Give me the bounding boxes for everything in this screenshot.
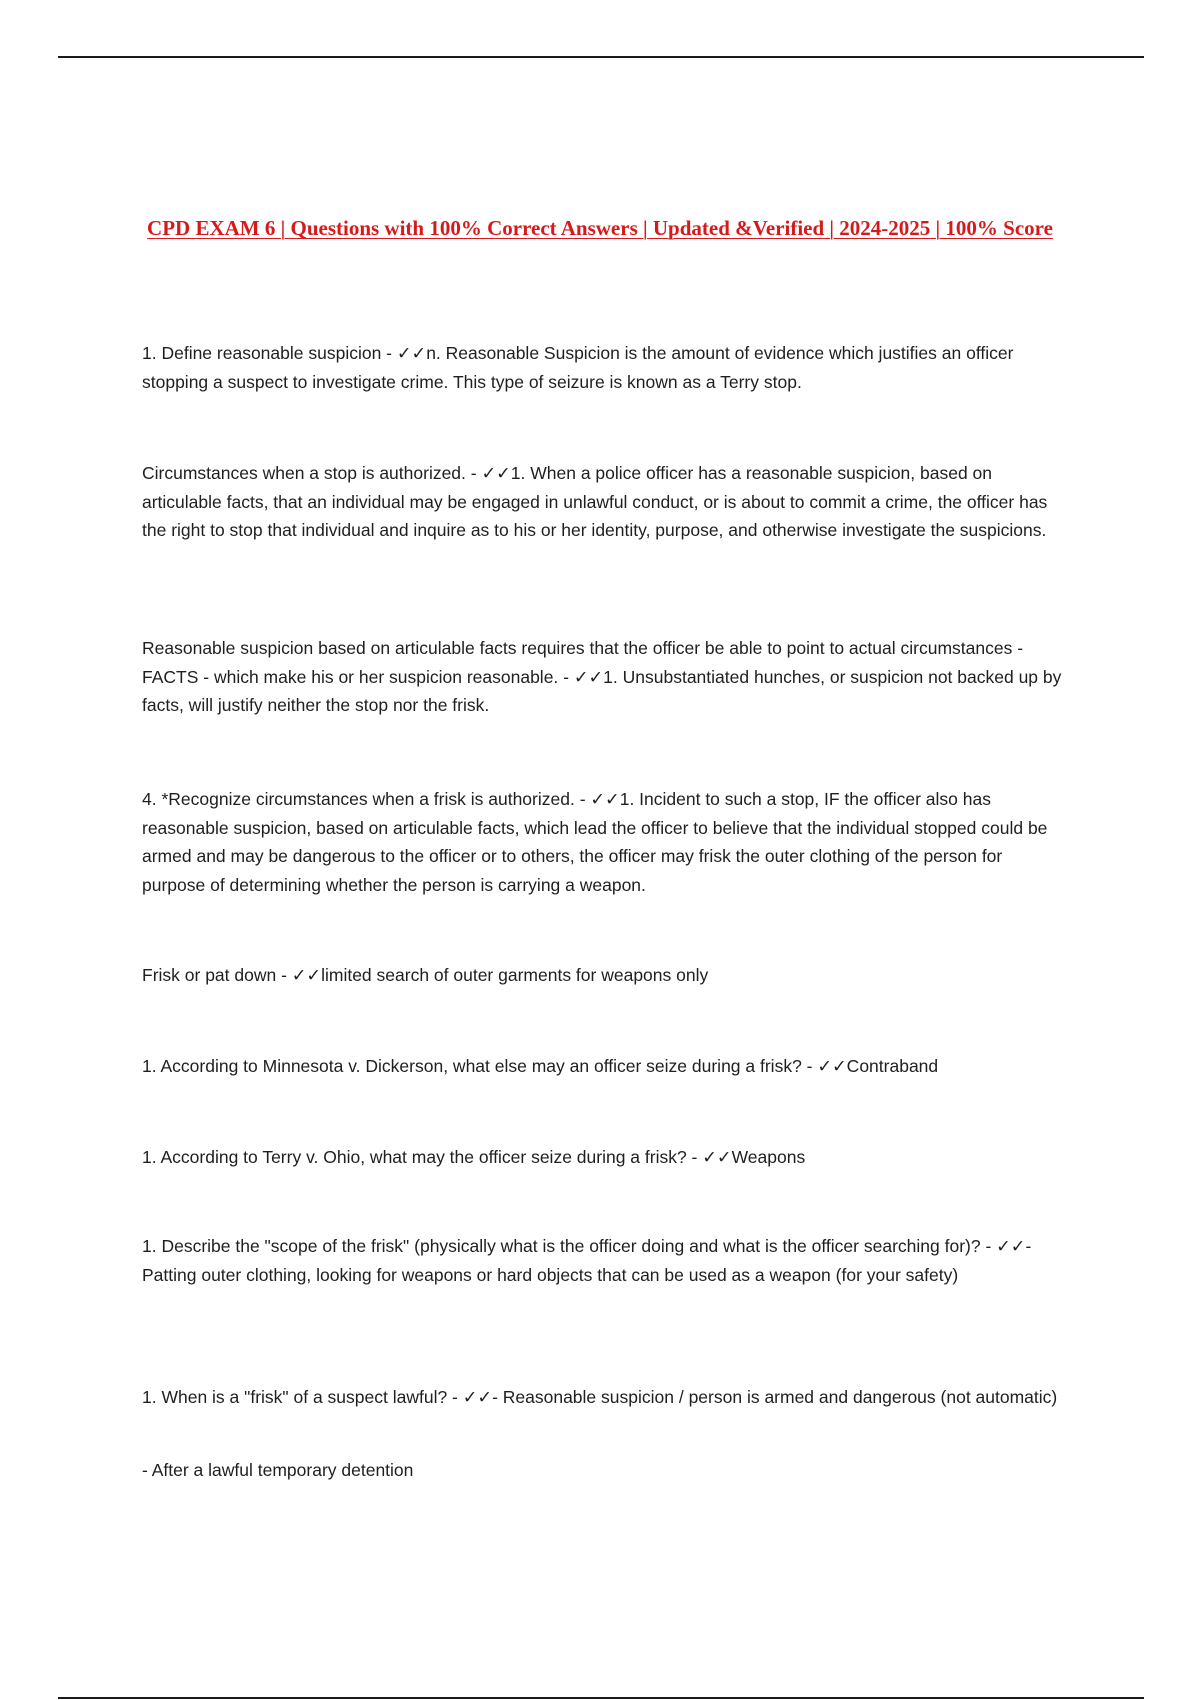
qa-item-reasonable-suspicion: 1. Define reasonable suspicion - ✓✓n. Reasonable Suspicion is the amount of evidence which justifies an officer stopping a suspect to investigate crime. This type of seizure is known as a Terry stop.	[142, 343, 1014, 392]
qa-item-minnesota-v-dickerson: 1. According to Minnesota v. Dickerson, what else may an officer seize during a frisk? - ✓✓Contraband	[142, 1056, 939, 1076]
qa-item-frisk-authorized: 4. *Recognize circumstances when a frisk is authorized. - ✓✓1. Incident to such a stop, IF the officer also has reasonable suspicion, based on articulable facts, which lead the officer to believe that the individual stopped could be armed and may be dangerous to the officer or to others, the officer may frisk the outer clothing of the person for purpose of determining whether the person is carrying a weapon.	[142, 789, 1048, 895]
footer-rule	[58, 1697, 1144, 1699]
qa-item-frisk-definition: Frisk or pat down - ✓✓limited search of outer garments for weapons only	[142, 965, 709, 985]
document-title: CPD EXAM 6 | Questions with 100% Correct Answers | Updated &Verified | 2024-2025 | 100% Score	[147, 216, 1053, 240]
header-rule	[58, 56, 1144, 58]
qa-item-terry-v-ohio: 1. According to Terry v. Ohio, what may the officer seize during a frisk? - ✓✓Weapons	[142, 1147, 806, 1167]
qa-item-frisk-lawful: 1. When is a "frisk" of a suspect lawful? - ✓✓- Reasonable suspicion / person is armed and dangerous (not automatic)	[142, 1387, 1058, 1407]
qa-item-articulable-facts: Reasonable suspicion based on articulable facts requires that the officer be able to point to actual circumstances - FACTS - which make his or her suspicion reasonable. - ✓✓1. Unsubstantiated hunches, or suspicion not backed up by facts, will justify neither the stop nor the frisk.	[142, 638, 1062, 715]
qa-item-stop-authorized: Circumstances when a stop is authorized. - ✓✓1. When a police officer has a reasonable suspicion, based on articulable facts, that an individual may be engaged in unlawful conduct, or is about to commit a crime, the officer has the right to stop that individual and inquire as to his or her identity, purpose, and otherwise investigate the suspicions.	[142, 463, 1048, 540]
qa-item-scope-of-frisk: 1. Describe the "scope of the frisk" (physically what is the officer doing and what is the officer searching for)? - ✓✓- Patting outer clothing, looking for weapons or hard objects that can be used as a weapon (for your safety)	[142, 1236, 1032, 1285]
qa-item-lawful-detention: - After a lawful temporary detention	[142, 1460, 414, 1480]
